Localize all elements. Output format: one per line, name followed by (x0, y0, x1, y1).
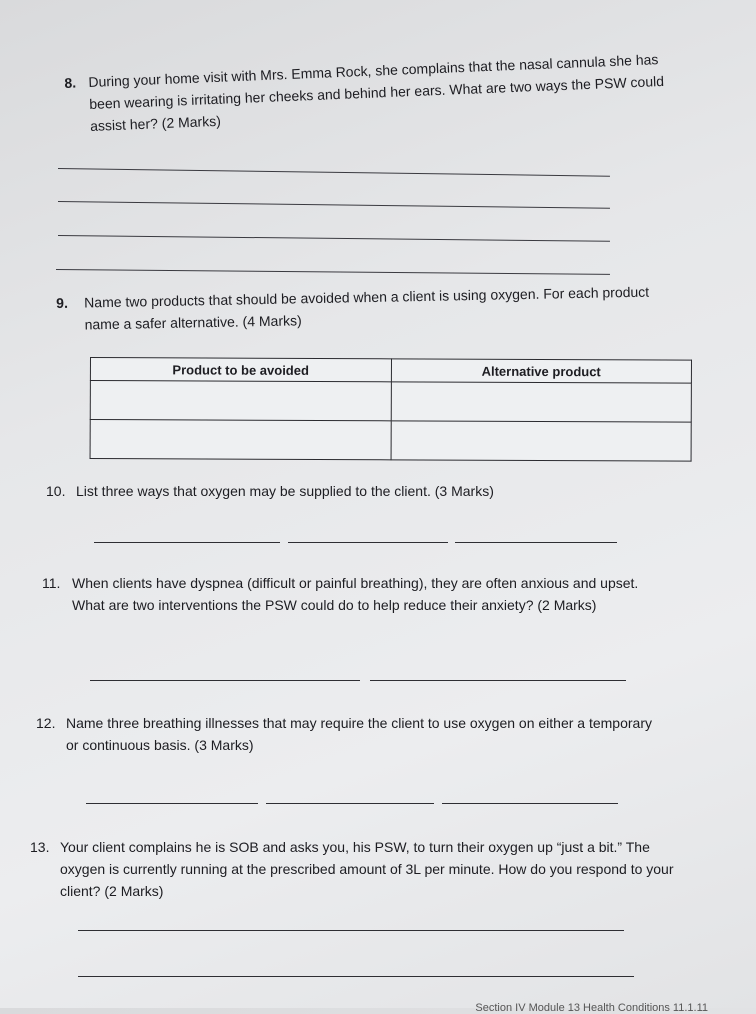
question-9-text: Name two products that should be avoided when a client is using oxygen. For each product name a safer alternative. (4 Marks) (84, 283, 650, 333)
page-footer: Section IV Module 13 Health Conditions 11.1.11 (475, 1002, 708, 1014)
products-table (90, 357, 692, 462)
answer-line-11b (370, 680, 626, 681)
products-table-cell[interactable] (391, 382, 692, 422)
question-9-number: 9. (56, 294, 69, 311)
question-12-text: Name three breathing illnesses that may require the client to use oxygen on either a temporary or continuous basis. (3 Marks) (66, 715, 652, 753)
question-10-number: 10. (46, 483, 66, 499)
question-13-text: Your client complains he is SOB and asks you, his PSW, to turn their oxygen up “just a bit.” The oxygen is currently running at the prescribed amount of 3L per minute. How do you respond to your client? (2 Marks) (60, 839, 674, 899)
answer-line-8a (58, 168, 610, 177)
answer-line-12a (86, 803, 258, 804)
answer-line-8b (58, 201, 610, 209)
answer-line-10a (94, 542, 280, 543)
question-11-text: When clients have dyspnea (difficult or painful breathing), they are often anxious and upset. What are two interventions the PSW could do to help reduce their anxiety? (2 Marks) (72, 575, 639, 613)
question-8 (64, 47, 684, 134)
products-table-cell[interactable] (90, 381, 391, 421)
question-11-number: 11. (42, 575, 61, 591)
answer-line-10c (455, 542, 617, 543)
answer-line-12c (442, 803, 618, 804)
answer-line-12b (266, 803, 434, 804)
question-13-number: 13. (30, 839, 50, 855)
products-table-cell[interactable] (90, 420, 391, 460)
question-12-number: 12. (36, 715, 56, 731)
answer-line-8c (58, 235, 610, 242)
answer-line-13a (78, 930, 624, 931)
question-8-text: During your home visit with Mrs. Emma Rock, she complains that the nasal cannula she has been wearing is irritating her cheeks and behind her ears. What are two ways the PSW could assist her? (2 Marks) (88, 51, 665, 134)
products-table-header-alternative: Alternative product (391, 359, 692, 383)
question-8-number: 8. (64, 74, 77, 91)
products-table-header-avoided: Product to be avoided (90, 358, 391, 382)
question-9 (56, 280, 696, 333)
question-10-text: List three ways that oxygen may be supplied to the client. (3 Marks) (76, 483, 494, 499)
products-table-cell[interactable] (391, 421, 692, 461)
answer-line-11a (90, 680, 360, 681)
answer-line-13b (78, 976, 634, 977)
answer-line-10b (288, 542, 448, 543)
answer-line-8d (56, 269, 610, 275)
